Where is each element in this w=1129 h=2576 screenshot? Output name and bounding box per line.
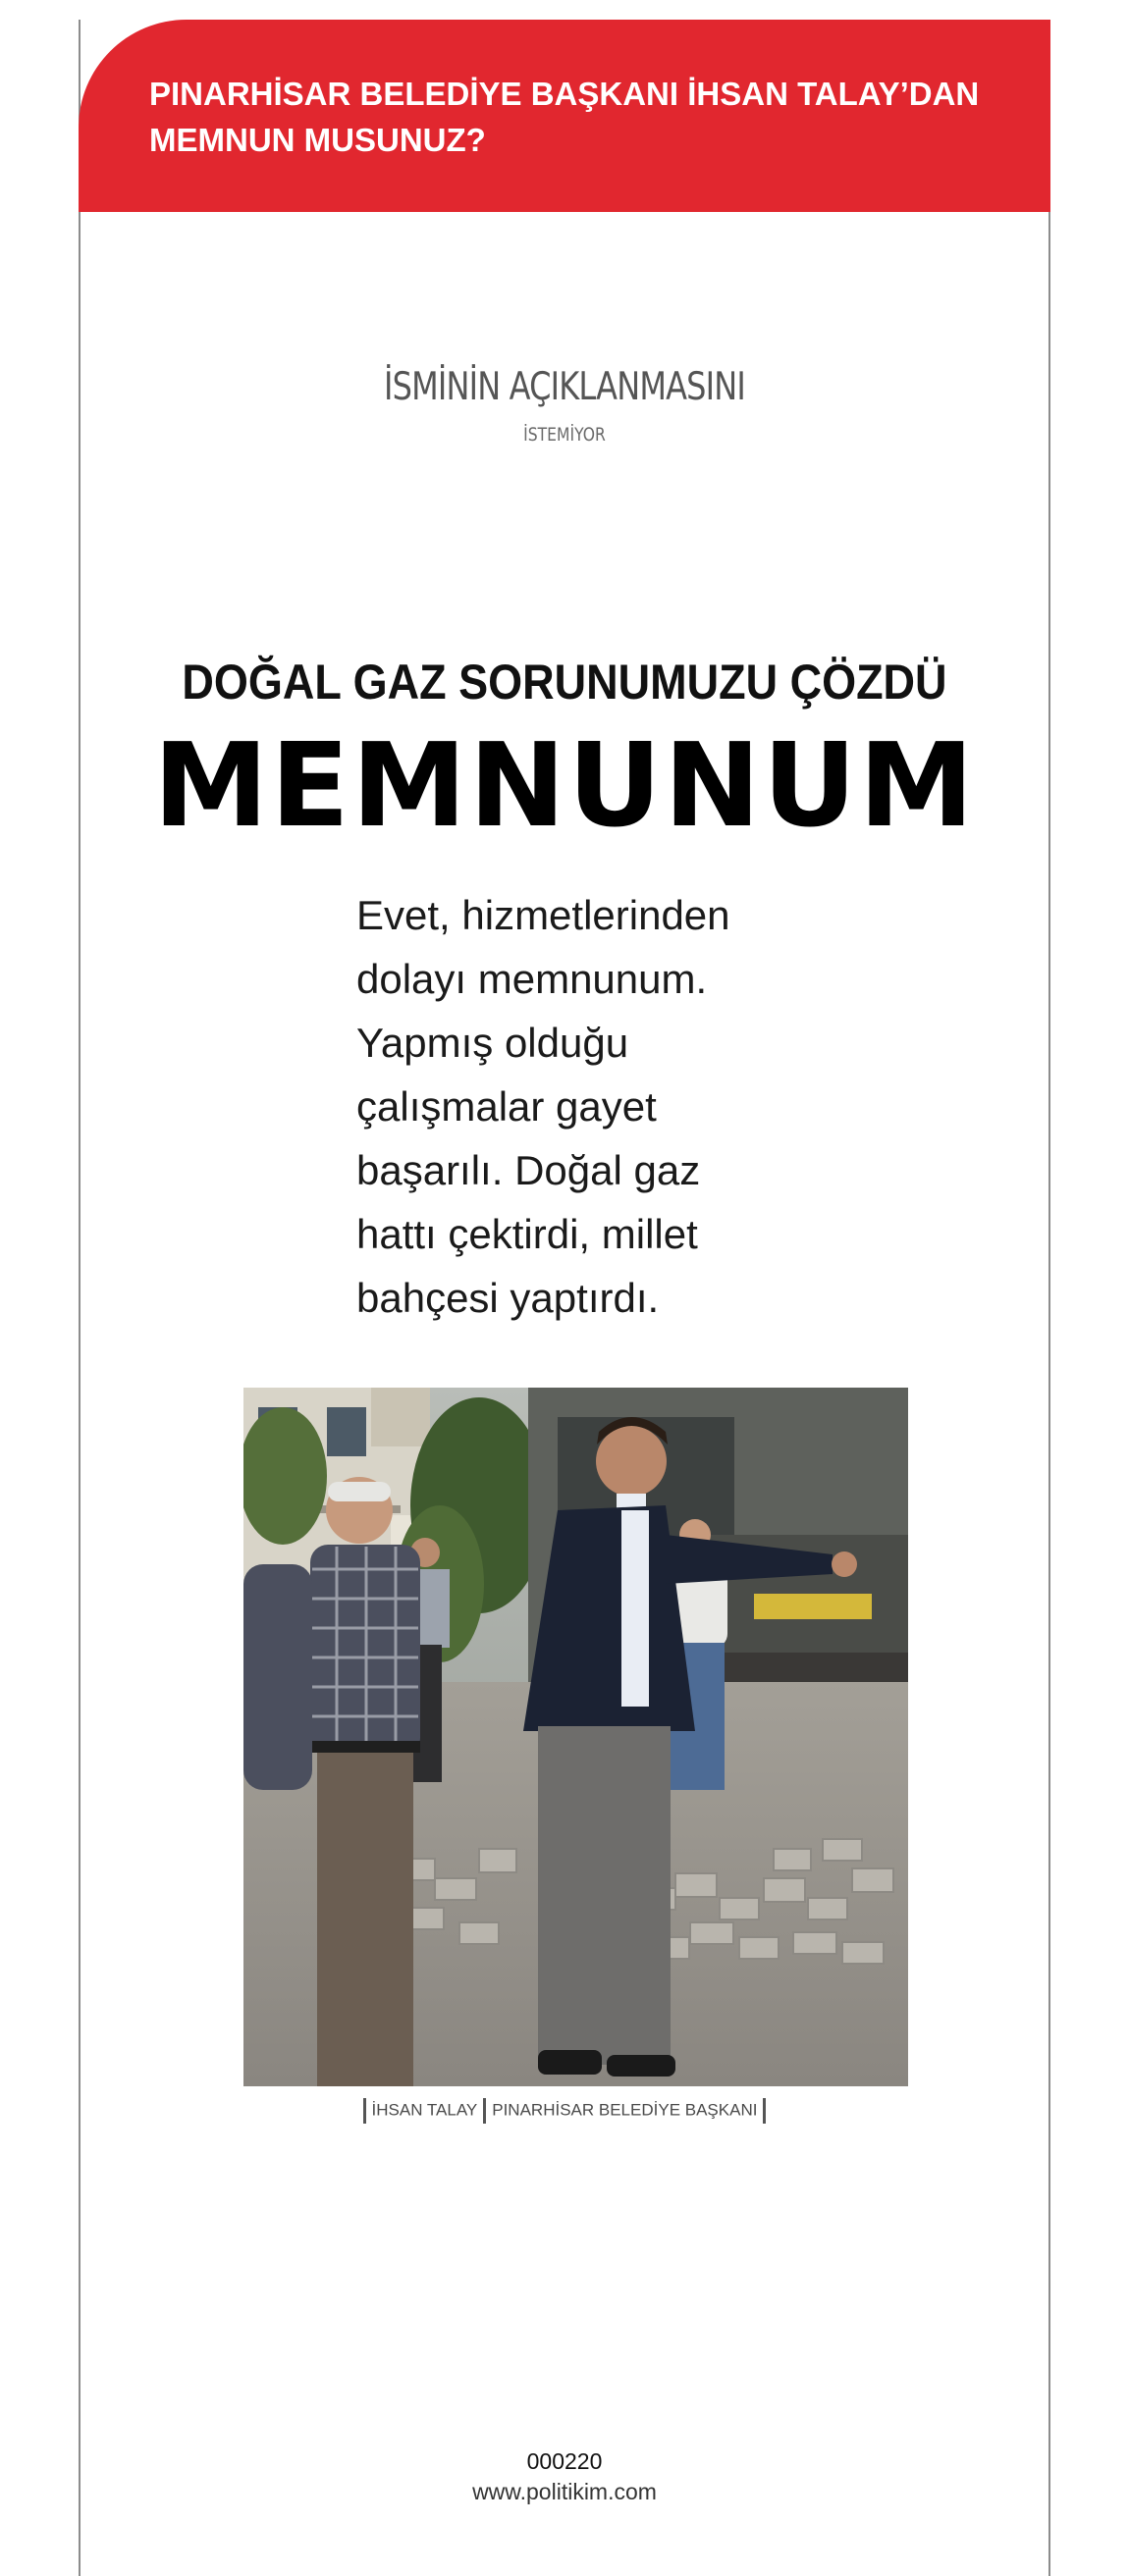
subheadline: DOĞAL GAZ SORUNUMUZU ÇÖZDÜ: [182, 655, 947, 710]
quote-line: başarılı. Doğal gaz: [356, 1147, 701, 1193]
respondent-code: 000220: [526, 2448, 603, 2474]
respondent-quote: [356, 883, 769, 1330]
photo-caption: [0, 2093, 1129, 2128]
mayor-photo-illustration: [243, 1388, 908, 2086]
mayor-photo: [243, 1388, 908, 2086]
survey-question: [149, 71, 1043, 163]
quote-line: çalışmalar gayet: [356, 1083, 657, 1130]
anonymity-label: İSMİNİN AÇIKLANMASINI: [384, 365, 745, 409]
headline: MEMNUNUM: [152, 717, 977, 853]
quote-line: bahçesi yaptırdı.: [356, 1275, 660, 1321]
quote-line: hattı çektirdi, millet: [356, 1211, 698, 1257]
quote-line: Evet, hizmetlerinden: [356, 892, 730, 938]
anonymity-sublabel: İSTEMİYOR: [523, 424, 606, 446]
quote-line: Yapmış olduğu: [356, 1020, 629, 1066]
quote-line: dolayı memnunum.: [356, 956, 708, 1002]
caption-divider: [363, 2098, 366, 2124]
caption-divider: [483, 2098, 486, 2124]
survey-question-line-2: MEMNUN MUSUNUZ?: [149, 122, 486, 158]
caption-title: PINARHİSAR BELEDİYE BAŞKANI: [492, 2100, 758, 2120]
caption-divider: [763, 2098, 766, 2124]
survey-question-line-1: PINARHİSAR BELEDİYE BAŞKANI İHSAN TALAY’DAN: [149, 76, 980, 112]
website-link[interactable]: www.politikim.com: [472, 2479, 657, 2504]
caption-name: İHSAN TALAY: [371, 2100, 478, 2120]
